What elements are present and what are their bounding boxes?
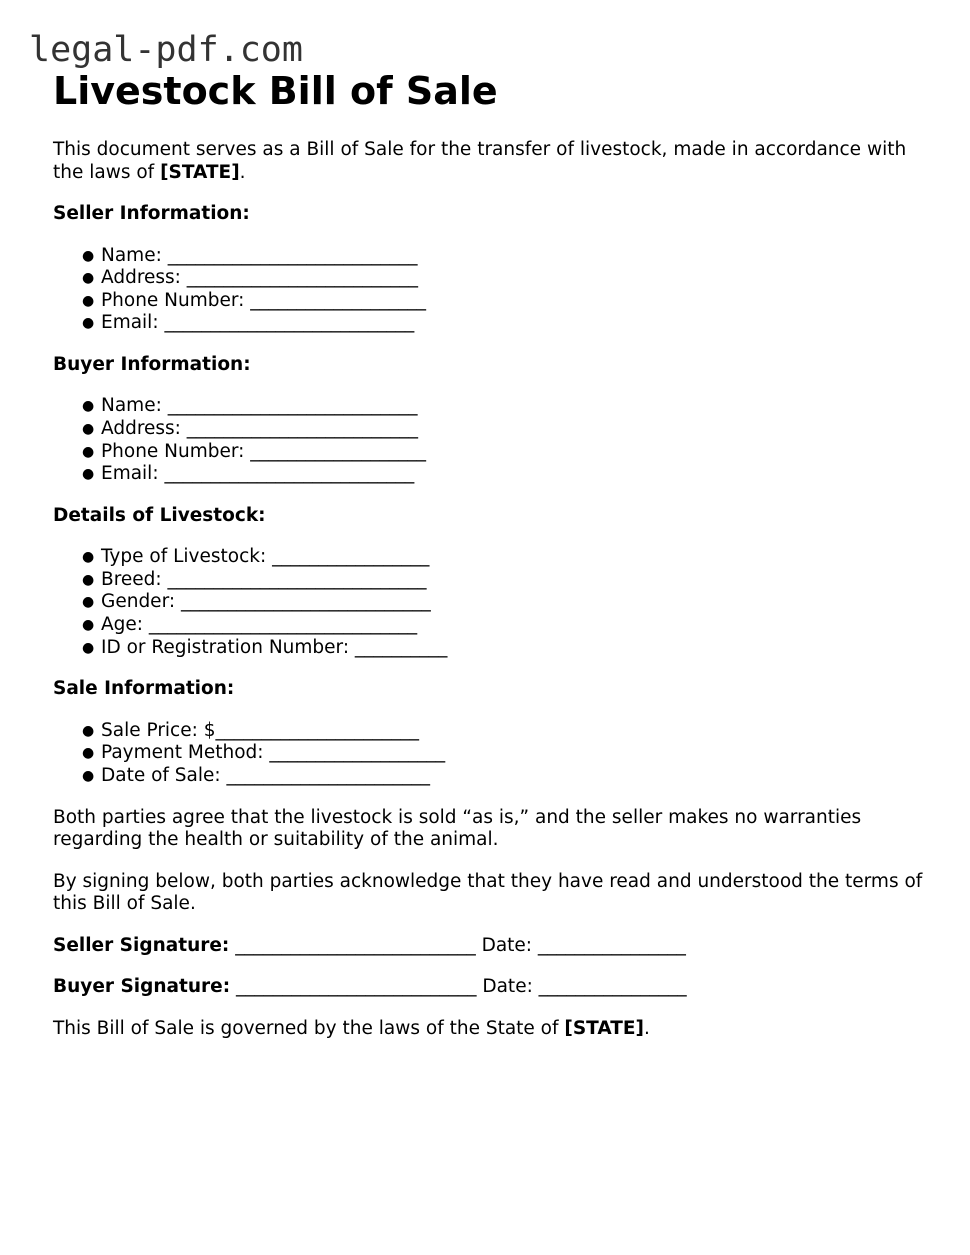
buyer-phone-field: ● Phone Number: ___________________ xyxy=(82,440,427,462)
bullet-icon: ● xyxy=(82,722,95,739)
bullet-icon: ● xyxy=(82,639,95,656)
intro-text: This document serves as a Bill of Sale for the transfer of livestock, made in accordance with the laws of xyxy=(53,139,907,183)
governing-law-paragraph xyxy=(53,1018,933,1041)
document-body xyxy=(53,68,933,1040)
buyer-signature-blank: __________________________ Date: ________________ xyxy=(230,976,687,997)
buyer-email-field: ● Email: ___________________________ xyxy=(82,463,415,485)
sale-field-list xyxy=(53,720,933,788)
seller-section-heading: Seller Information: xyxy=(53,203,250,224)
bullet-icon: ● xyxy=(82,549,95,566)
livestock-type-field: ● Type of Livestock: _________________ xyxy=(82,546,430,568)
seller-signature-line xyxy=(53,935,933,958)
buyer-section-heading: Buyer Information: xyxy=(53,353,251,375)
intro-paragraph xyxy=(53,139,933,184)
bullet-icon: ● xyxy=(82,571,95,588)
livestock-gender-field: ● Gender: ___________________________ xyxy=(82,591,431,613)
document-title: Livestock Bill of Sale xyxy=(53,69,498,113)
livestock-field-list xyxy=(53,546,933,659)
seller-field-list xyxy=(53,245,933,335)
buyer-signature-line xyxy=(53,976,933,999)
livestock-id-field: ● ID or Registration Number: __________ xyxy=(82,636,448,658)
payment-method-field: ● Payment Method: ___________________ xyxy=(82,742,446,764)
seller-address-field: ● Address: _________________________ xyxy=(82,267,419,289)
seller-name-field: ● Name: ___________________________ xyxy=(82,244,418,266)
bullet-icon: ● xyxy=(82,315,95,332)
bullet-icon: ● xyxy=(82,466,95,483)
watermark-text: legal-pdf.com xyxy=(29,30,303,70)
intro-state-placeholder: [STATE] xyxy=(160,161,240,183)
acknowledgement-paragraph: By signing below, both parties acknowledge that they have read and understood the terms of this Bill of Sale. xyxy=(53,870,923,914)
bullet-icon: ● xyxy=(82,617,95,634)
livestock-breed-field: ● Breed: ____________________________ xyxy=(82,568,427,590)
bullet-icon: ● xyxy=(82,398,95,415)
seller-signature-blank: __________________________ Date: ________________ xyxy=(229,934,686,956)
buyer-name-field: ● Name: ___________________________ xyxy=(82,395,418,417)
governing-state-placeholder: [STATE] xyxy=(564,1017,644,1039)
livestock-section-heading: Details of Livestock: xyxy=(53,504,266,526)
governing-text: This Bill of Sale is governed by the laws of the State of xyxy=(53,1017,565,1039)
seller-signature-label: Seller Signature: xyxy=(53,934,230,956)
sale-price-field: ● Sale Price: $______________________ xyxy=(82,719,419,741)
sale-date-field: ● Date of Sale: ______________________ xyxy=(82,764,431,786)
bullet-icon: ● xyxy=(82,420,95,437)
buyer-field-list xyxy=(53,395,933,485)
livestock-age-field: ● Age: _____________________________ xyxy=(82,614,418,636)
seller-email-field: ● Email: ___________________________ xyxy=(82,312,415,334)
bullet-icon: ● xyxy=(82,745,95,762)
bullet-icon: ● xyxy=(82,767,95,784)
buyer-address-field: ● Address: _________________________ xyxy=(82,417,419,439)
intro-end: . xyxy=(239,161,246,183)
bullet-icon: ● xyxy=(82,443,95,460)
warranty-paragraph: Both parties agree that the livestock is sold “as is,” and the seller makes no warranties regarding the health or suitability of the animal. xyxy=(53,806,862,850)
seller-phone-field: ● Phone Number: ___________________ xyxy=(82,289,427,311)
bullet-icon: ● xyxy=(82,270,95,287)
bullet-icon: ● xyxy=(82,247,95,264)
governing-end: . xyxy=(643,1017,650,1039)
sale-section-heading: Sale Information: xyxy=(53,678,235,700)
bullet-icon: ● xyxy=(82,594,95,611)
buyer-signature-label: Buyer Signature: xyxy=(53,976,231,997)
bullet-icon: ● xyxy=(82,292,95,309)
